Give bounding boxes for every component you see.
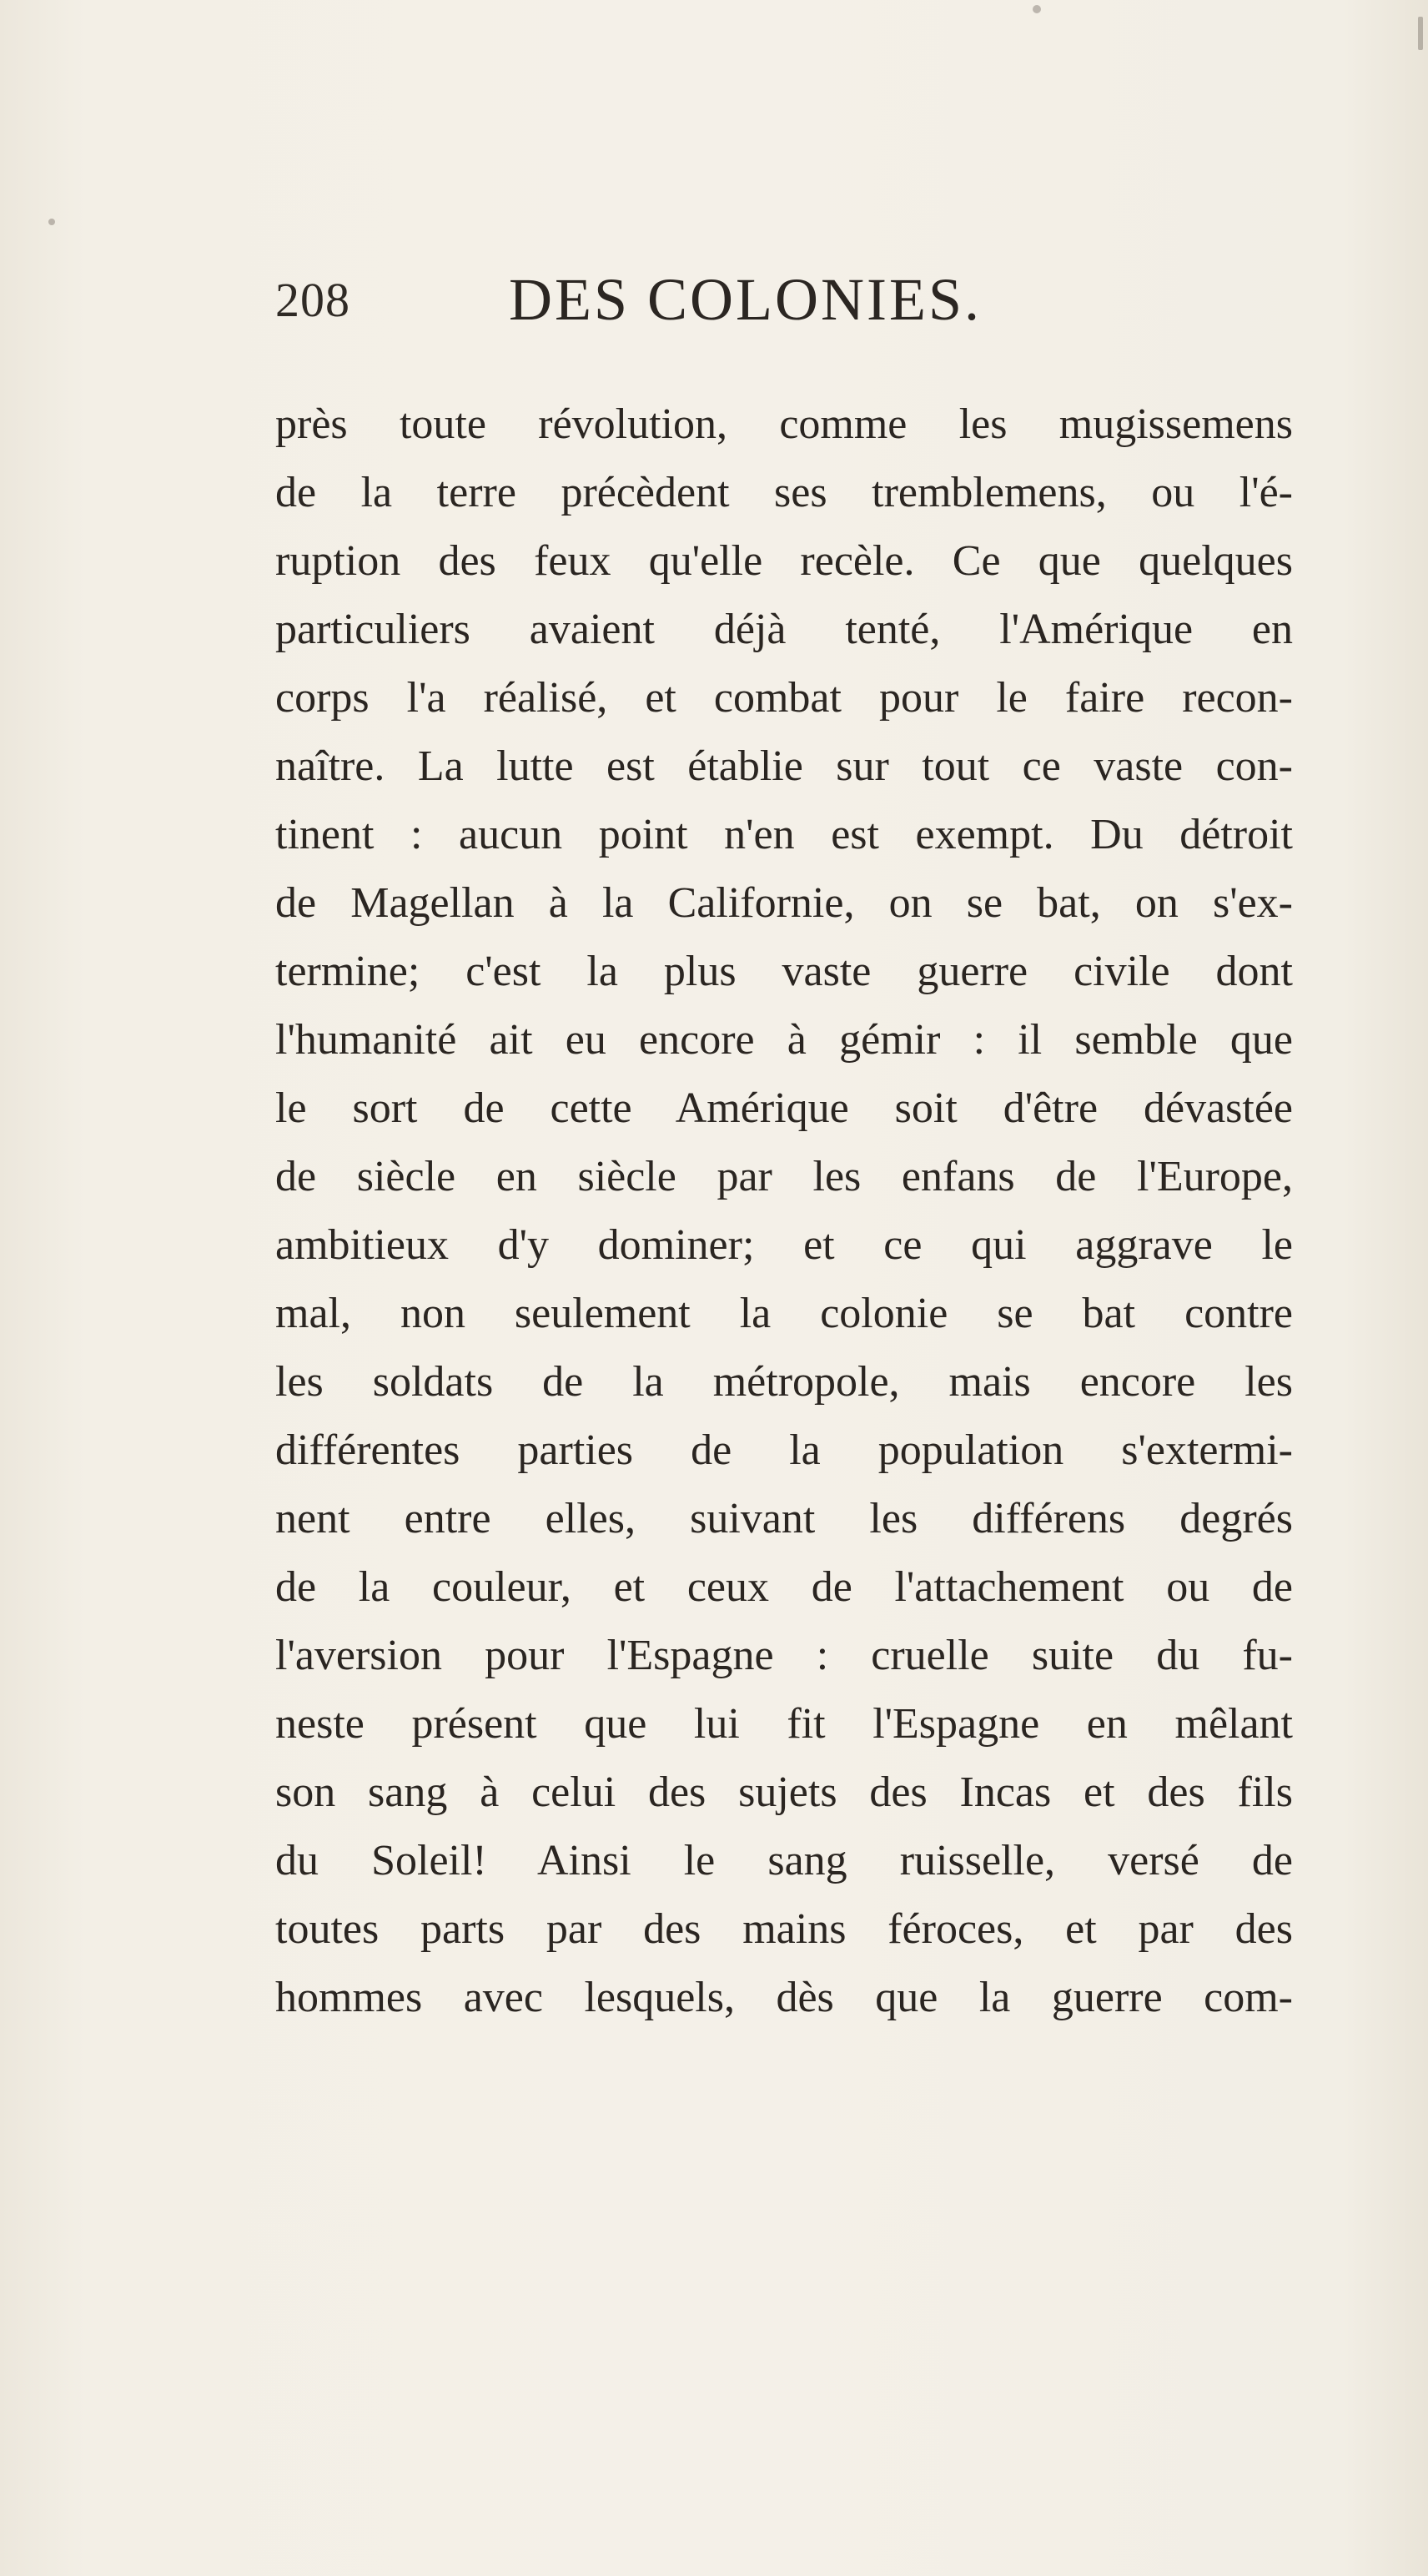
page-header xyxy=(0,265,1428,332)
text-line: toutes parts par des mains féroces, et par des xyxy=(275,1905,1293,1953)
text-line: ruption des feux qu'elle recèle. Ce que quelques xyxy=(275,537,1293,585)
text-line: près toute révolution, comme les mugissemens xyxy=(275,400,1293,448)
text-line: son sang à celui des sujets des Incas et des fils xyxy=(275,1768,1293,1816)
text-line: naître. La lutte est établie sur tout ce vaste con- xyxy=(275,742,1293,790)
text-line: les soldats de la métropole, mais encore les xyxy=(275,1358,1293,1406)
body-text xyxy=(275,390,1293,2032)
text-line: de siècle en siècle par les enfans de l'Europe, xyxy=(275,1153,1293,1200)
text-line: de Magellan à la Californie, on se bat, on s'ex- xyxy=(275,879,1293,927)
running-title: DES COLONIES. xyxy=(509,266,983,333)
text-line: du Soleil! Ainsi le sang ruisselle, versé de xyxy=(275,1837,1293,1884)
text-line: mal, non seulement la colonie se bat contre xyxy=(275,1290,1293,1337)
text-line: neste présent que lui fit l'Espagne en mêlant xyxy=(275,1700,1293,1748)
text-line: de la couleur, et ceux de l'attachement ou de xyxy=(275,1563,1293,1611)
text-line: tinent : aucun point n'en est exempt. Du détroit xyxy=(275,811,1293,858)
text-line: nent entre elles, suivant les différens degrés xyxy=(275,1495,1293,1542)
text-line: corps l'a réalisé, et combat pour le faire recon- xyxy=(275,674,1293,722)
text-line: différentes parties de la population s'extermi- xyxy=(275,1426,1293,1474)
text-line: particuliers avaient déjà tenté, l'Amérique en xyxy=(275,606,1293,653)
text-line: de la terre précèdent ses tremblemens, ou l'é- xyxy=(275,469,1293,516)
page-number: 208 xyxy=(275,273,350,327)
text-line: le sort de cette Amérique soit d'être dévastée xyxy=(275,1084,1293,1132)
text-line: ambitieux d'y dominer; et ce qui aggrave le xyxy=(275,1221,1293,1269)
text-line: hommes avec lesquels, dès que la guerre com- xyxy=(275,1974,1293,2021)
text-line: termine; c'est la plus vaste guerre civile dont xyxy=(275,948,1293,995)
text-line: l'aversion pour l'Espagne : cruelle suite du fu- xyxy=(275,1632,1293,1679)
text-line: l'humanité ait eu encore à gémir : il semble que xyxy=(275,1016,1293,1064)
